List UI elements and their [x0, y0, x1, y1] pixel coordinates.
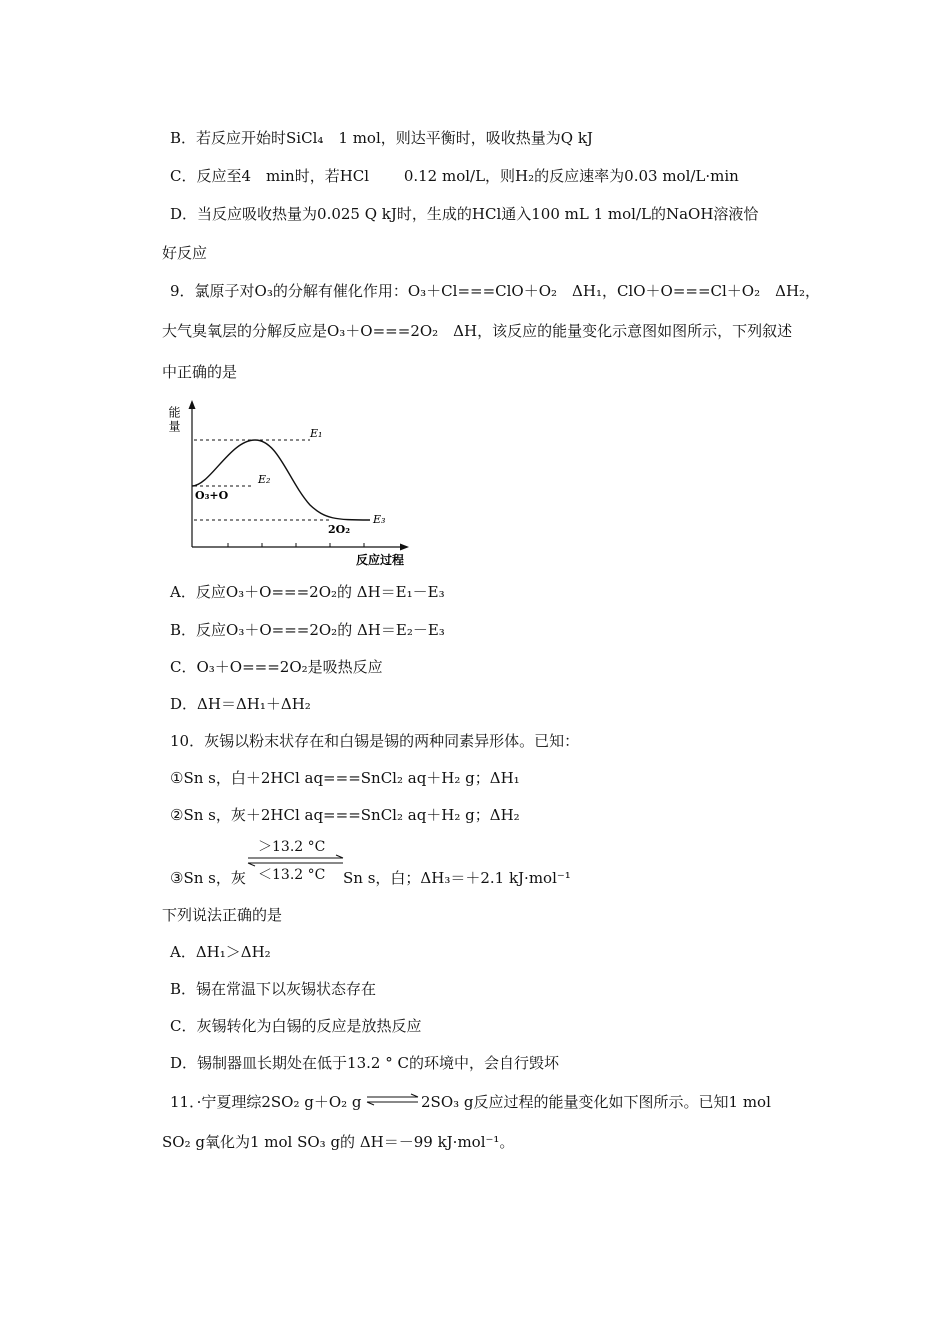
q10-option-c: C．灰锡转化为白锡的反应是放热反应	[170, 1017, 422, 1035]
q9-stem-line2: 大气臭氧层的分解反应是O₃＋O===2O₂ ΔH，该反应的能量变化示意图如图所示，下列叙述	[162, 322, 793, 340]
y-axis-arrow	[189, 400, 196, 409]
reaction-curve	[192, 440, 370, 520]
q9-option-b: B．反应O₃＋O===2O₂的 ΔH＝E₂－E₃	[170, 621, 445, 639]
q11-stem-line2: SO₂ g氧化为1 mol SO₃ g的 ΔH＝－99 kJ·mol⁻¹。	[162, 1133, 515, 1151]
x-axis-arrow	[400, 544, 409, 551]
q10-equation-2: ②Sn s，灰＋2HCl aq===SnCl₂ aq＋H₂ g；ΔH₂	[170, 806, 520, 824]
x-axis-label: 反应过程	[356, 553, 405, 567]
q9-option-d: D．ΔH＝ΔH₁＋ΔH₂	[170, 695, 311, 713]
arrow-condition-top: ＞13.2 °C	[258, 839, 326, 855]
q10-option-d: D．锡制器皿长期处在低于13.2 ° C的环境中，会自行毁坏	[170, 1054, 559, 1072]
q10-option-b: B．锡在常温下以灰锡状态存在	[170, 980, 377, 998]
q9-option-a: A．反应O₃＋O===2O₂的 ΔH＝E₁－E₃	[170, 583, 445, 601]
q8-option-d-line1: D．当反应吸收热量为0.025 Q kJ时，生成的HCl通入100 mL 1 mol/L的NaOH溶液恰	[170, 205, 759, 223]
reactants-label: O₃+O	[195, 489, 229, 502]
energy-diagram	[167, 395, 430, 570]
e3-label: E₃	[373, 513, 386, 526]
q10-option-a: A．ΔH₁＞ΔH₂	[170, 943, 271, 961]
e1-label: E₁	[310, 427, 323, 440]
q10-equation-3-right: Sn s，白；ΔH₃＝＋2.1 kJ·mol⁻¹	[343, 869, 571, 887]
e2-label: E₂	[258, 473, 271, 486]
q9-option-c: C．O₃＋O===2O₂是吸热反应	[170, 658, 383, 676]
q10-equation-3-left: ③Sn s，灰	[170, 869, 246, 887]
equilibrium-arrow	[246, 836, 346, 884]
q11-stem-part-a: 11．·宁夏理综2SO₂ g＋O₂ g	[170, 1093, 362, 1111]
q9-stem-line1: 9．氯原子对O₃的分解有催化作用：O₃＋Cl===ClO＋O₂ ΔH₁，ClO＋O===Cl＋O₂ ΔH₂，	[170, 282, 821, 300]
q11-equilibrium-arrow-icon	[366, 1094, 420, 1106]
q10-equation-1: ①Sn s，白＋2HCl aq===SnCl₂ aq＋H₂ g；ΔH₁	[170, 769, 520, 787]
arrow-condition-bottom: ＜13.2 °C	[258, 867, 326, 883]
q10-stem: 10．灰锡以粉末状存在和白锡是锡的两种同素异形体。已知：	[170, 732, 580, 750]
q8-option-b: B．若反应开始时SiCl₄ 1 mol，则达平衡时，吸收热量为Q kJ	[170, 129, 593, 147]
y-axis-label: 能量	[167, 406, 181, 434]
q9-stem-line3: 中正确的是	[162, 363, 238, 381]
q11-stem-part-b: 2SO₃ g反应过程的能量变化如下图所示。已知1 mol	[421, 1093, 771, 1111]
q8-option-c: C．反应至4 min时，若HCl 0.12 mol/L，则H₂的反应速率为0.03 mol/L·min	[170, 167, 739, 185]
q8-option-d-line2: 好反应	[162, 244, 208, 262]
q10-ask: 下列说法正确的是	[162, 906, 283, 924]
products-label: 2O₂	[328, 523, 351, 536]
